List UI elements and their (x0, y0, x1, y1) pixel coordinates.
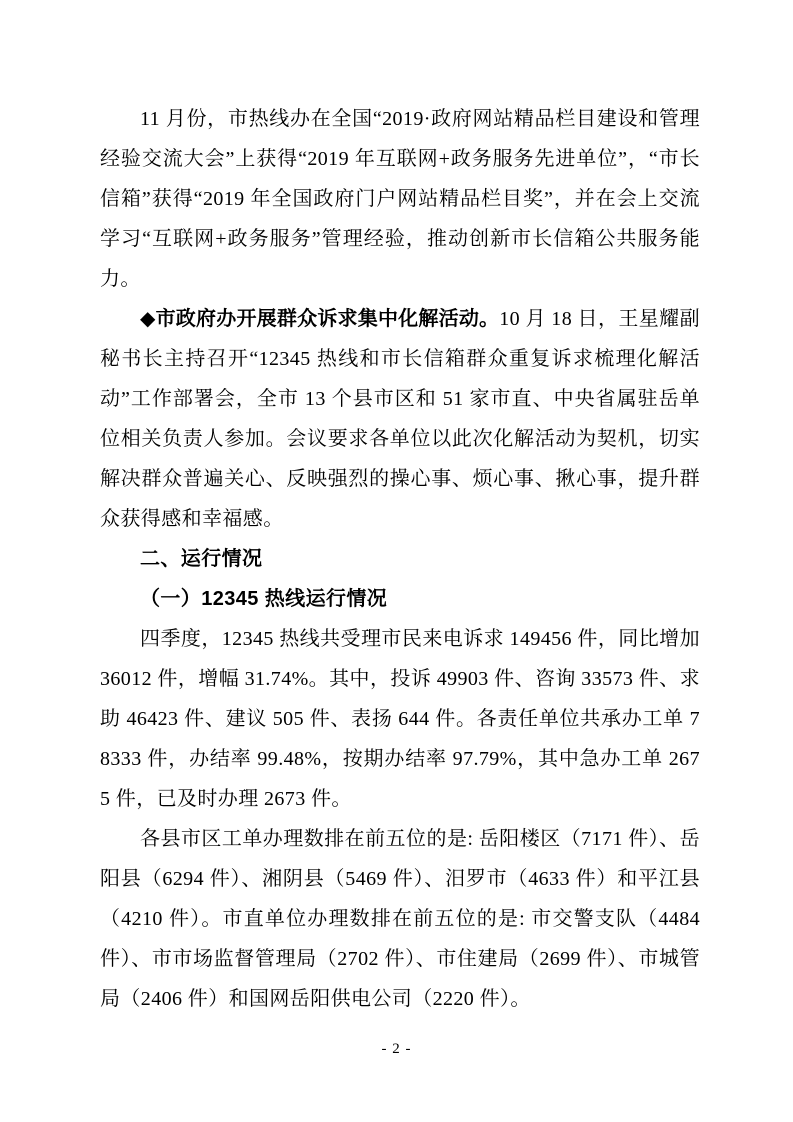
paragraph-body-text: 10 月 18 日，王星耀副秘书长主持召开“12345 热线和市长信箱群众重复诉求梳理化解活动”工作部署会，全市 13 个县市区和 51 家市直、中央省属驻岳单位相关负责人参加。会议要求各单位以此次化解活动为契机，切实解决群众普遍关心、反映强烈的操心事、烦心事、揪心事，提升群众获得感和幸福感。 (100, 308, 701, 530)
subsection-heading-hotline: （一）12345 热线运行情况 (140, 588, 388, 610)
document-body (100, 99, 700, 1019)
paragraph-rankings: 各县市区工单办理数排在前五位的是: 岳阳楼区（7171 件）、岳阳县（6294 件）、湘阴县（5469 件）、汨罗市（4633 件）和平江县（4210 件）。市直单位办理数排在前五位的是: 市交警支队（4484 件）、市市场监督管理局（2702 件）、市住建局（2699 件）、市城管局（2406 件）和国网岳阳供电公司（2220 件）。 (100, 828, 700, 1010)
paragraph-lead-bold: ◆市政府办开展群众诉求集中化解活动。 (140, 308, 500, 330)
page-number: - 2 - (381, 1041, 412, 1057)
paragraph-resolution-activity (100, 299, 700, 539)
section-heading-operations: 二、运行情况 (140, 548, 263, 570)
paragraph-hotline-statistics: 四季度，12345 热线共受理市民来电诉求 149456 件，同比增加 36012 件，增幅 31.74%。其中，投诉 49903 件、咨询 33573 件、求助 46423 件、建议 505 件、表扬 644 件。各责任单位共承办工单 78333 件，办结率 99.48%，按期办结率 97.79%，其中急办工单 2675 件，已及时办理 2673 件。 (100, 628, 700, 810)
paragraph-awards: 11 月份，市热线办在全国“2019·政府网站精品栏目建设和管理经验交流大会”上获得“2019 年互联网+政务服务先进单位”，“市长信箱”获得“2019 年全国政府门户网站精品栏目奖”，并在会上交流学习“互联网+政务服务”管理经验，推动创新市长信箱公共服务能力。 (100, 108, 700, 290)
